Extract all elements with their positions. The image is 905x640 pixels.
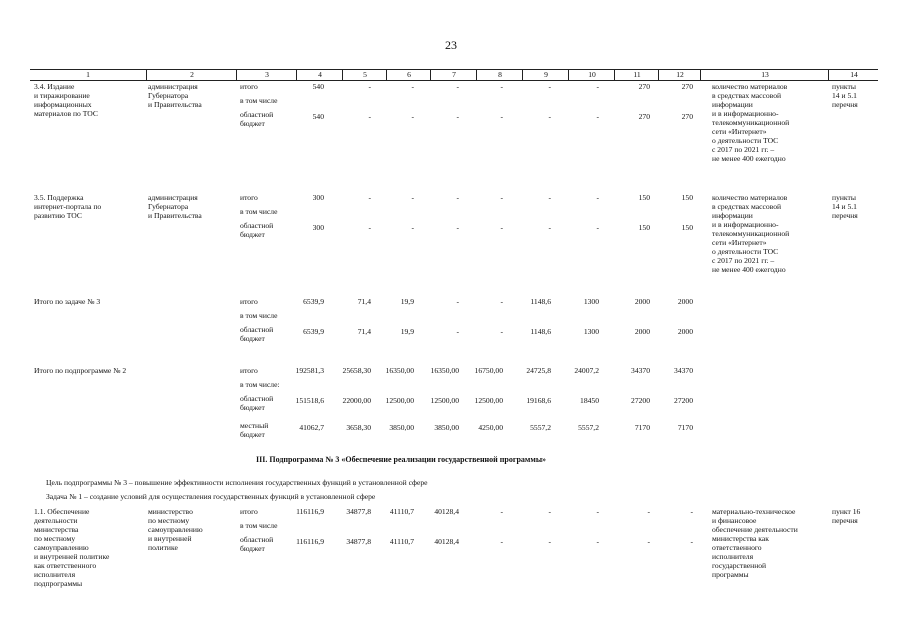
task3-total-itogo-c10: 1300 (583, 297, 599, 306)
sub2-itogo-c11: 34370 (631, 366, 650, 375)
task3-total-itogo-c11: 2000 (634, 297, 650, 306)
row-3-5-label-oblast: областной бюджет (240, 221, 274, 239)
sub2-mestn-c9: 5557,2 (530, 423, 551, 432)
row-3-4-oblast-c9: - (548, 112, 551, 121)
row-1-1-oblast-c5: 34877,8 (346, 537, 371, 546)
sub2-mestn-c7: 3850,00 (434, 423, 459, 432)
task3-total-oblast-c5: 71,4 (357, 327, 371, 336)
subprogram-goal: Цель подпрограммы № 3 – повышение эффективности исполнения государственных функций в установленной сфере (46, 478, 428, 487)
row-3-4-itogo-c10: - (596, 82, 599, 91)
row-3-4-itogo-c5: - (368, 82, 371, 91)
task3-total-oblast-c4: 6539,9 (303, 327, 324, 336)
header-col-6: 6 (386, 70, 431, 80)
header-col-9: 9 (522, 70, 569, 80)
row-3-5-itogo-c8: - (500, 193, 503, 202)
sub2-mestn-c6: 3850,00 (389, 423, 414, 432)
header-col-4: 4 (296, 70, 343, 80)
header-col-14: 14 (828, 70, 879, 80)
row-3-4-oblast-c4: 540 (312, 112, 324, 121)
task3-total-oblast-c7: - (456, 327, 459, 336)
row-3-5-oblast-c12: 150 (681, 223, 693, 232)
task3-total-label-oblast: областной бюджет (240, 325, 274, 343)
task3-total-oblast-c11: 2000 (634, 327, 650, 336)
row-1-1-label-vtom: в том числе (240, 521, 278, 530)
row-3-4-indicator: количество материалов в средствах массовой информации и в информационно- телекоммуникационной сети «Интернет» о деятельности ТОС с 2017 по 2021 гг. – не менее 400 ежегодно (712, 82, 790, 163)
row-1-1-oblast-c9: - (548, 537, 551, 546)
row-3-5-itogo-c11: 150 (638, 193, 650, 202)
sub2-label-mestn: местный бюджет (240, 421, 269, 439)
task3-total-itogo-c8: - (500, 297, 503, 306)
row-3-4-oblast-c7: - (456, 112, 459, 121)
row-1-1-executor: министерство по местному самоуправлению и внутренней политике (148, 507, 203, 552)
row-3-5-indicator: количество материалов в средствах массовой информации и в информационно- телекоммуникационной сети «Интернет» о деятельности ТОС с 2017 по 2021 гг. – не менее 400 ежегодно (712, 193, 790, 274)
header-col-2: 2 (146, 70, 237, 80)
header-col-1: 1 (86, 70, 90, 79)
row-3-5-oblast-c9: - (548, 223, 551, 232)
sub2-oblast-c10: 18450 (580, 396, 599, 405)
row-1-1-oblast-c11: - (647, 537, 650, 546)
row-1-1-itogo-c4: 116116,9 (296, 507, 324, 516)
sub2-label-oblast: областной бюджет (240, 394, 274, 412)
sub2-label-vtom: в том числе: (240, 380, 280, 389)
row-3-5-itogo-c12: 150 (681, 193, 693, 202)
task3-total-itogo-c4: 6539,9 (303, 297, 324, 306)
row-1-1-oblast-c10: - (596, 537, 599, 546)
sub2-oblast-c4: 151518,6 (295, 396, 324, 405)
row-3-4-itogo-c8: - (500, 82, 503, 91)
header-col-7: 7 (430, 70, 477, 80)
task3-total-oblast-c6: 19,9 (400, 327, 414, 336)
header-col-8: 8 (476, 70, 523, 80)
row-3-4-reference: пункты 14 и 5.1 перечня (832, 82, 858, 109)
task3-total-oblast-c8: - (500, 327, 503, 336)
header-col-10: 10 (568, 70, 615, 80)
header-col-5: 5 (342, 70, 387, 80)
row-1-1-reference: пункт 16 перечня (832, 507, 861, 525)
sub2-mestn-c8: 4250,00 (478, 423, 503, 432)
row-3-4-itogo-c6: - (411, 82, 414, 91)
row-3-5-oblast-c11: 150 (638, 223, 650, 232)
row-3-4-itogo-c4: 540 (312, 82, 324, 91)
sub2-oblast-c6: 12500,00 (385, 396, 414, 405)
sub2-mestn-c4: 41062,7 (299, 423, 324, 432)
task3-total-itogo-c5: 71,4 (357, 297, 371, 306)
row-3-5-title: 3.5. Поддержка интернет-портала по развитию ТОС (34, 193, 102, 220)
section-title: III. Подпрограмма № 3 «Обеспечение реализации государственной программы» (256, 455, 547, 464)
row-1-1-oblast-c8: - (500, 537, 503, 546)
row-3-5-itogo-c10: - (596, 193, 599, 202)
row-3-5-oblast-c10: - (596, 223, 599, 232)
row-3-4-oblast-c10: - (596, 112, 599, 121)
task3-total-oblast-c10: 1300 (583, 327, 599, 336)
sub2-itogo-c8: 16750,00 (474, 366, 503, 375)
sub2-itogo-c6: 16350,00 (385, 366, 414, 375)
task3-total-itogo-c7: - (456, 297, 459, 306)
row-3-4-executor: администрация Губернатора и Правительства (148, 82, 202, 109)
row-3-5-oblast-c7: - (456, 223, 459, 232)
sub2-itogo-c4: 192581,3 (295, 366, 324, 375)
row-3-4-label-oblast: областной бюджет (240, 110, 274, 128)
row-3-5-itogo-c7: - (456, 193, 459, 202)
row-1-1-oblast-c4: 116116,9 (296, 537, 324, 546)
row-1-1-itogo-c10: - (596, 507, 599, 516)
row-1-1-oblast-c6: 41110,7 (389, 537, 414, 546)
row-3-5-label-itogo: итого (240, 193, 258, 202)
sub2-oblast-c5: 22000,00 (342, 396, 371, 405)
sub2-itogo-c5: 25658,30 (342, 366, 371, 375)
row-3-4-oblast-c8: - (500, 112, 503, 121)
row-3-5-label-vtom: в том числе (240, 207, 278, 216)
sub2-label-itogo: итого (240, 366, 258, 375)
sub2-mestn-c10: 5557,2 (578, 423, 599, 432)
task3-total-itogo-c6: 19,9 (400, 297, 414, 306)
sub2-itogo-c7: 16350,00 (430, 366, 459, 375)
sub2-mestn-c5: 3658,30 (346, 423, 371, 432)
task3-total-itogo-c12: 2000 (677, 297, 693, 306)
row-3-5-reference: пункты 14 и 5.1 перечня (832, 193, 858, 220)
row-3-5-oblast-c5: - (368, 223, 371, 232)
row-1-1-itogo-c9: - (548, 507, 551, 516)
sub2-mestn-c12: 7170 (677, 423, 693, 432)
subprogram-task: Задача № 1 – создание условий для осуществления государственных функций в установленной сфере (46, 492, 376, 501)
task3-total-oblast-c9: 1148,6 (530, 327, 551, 336)
row-1-1-indicator: материально-техническое и финансовое обеспечение деятельности министерства как ответственного исполнителя государственной программы (712, 507, 798, 579)
task3-total-itogo-c9: 1148,6 (530, 297, 551, 306)
sub2-total-title: Итого по подпрограмме № 2 (34, 366, 127, 375)
sub2-oblast-c9: 19168,6 (526, 396, 551, 405)
row-3-5-itogo-c5: - (368, 193, 371, 202)
sub2-oblast-c7: 12500,00 (430, 396, 459, 405)
row-3-4-oblast-c11: 270 (638, 112, 650, 121)
header-col-13: 13 (700, 70, 829, 80)
sub2-itogo-c9: 24725,8 (526, 366, 551, 375)
header-col-3: 3 (236, 70, 297, 80)
row-3-5-itogo-c6: - (411, 193, 414, 202)
sub2-itogo-c10: 24007,2 (574, 366, 599, 375)
sub2-oblast-c8: 12500,00 (474, 396, 503, 405)
row-3-4-label-vtom: в том числе (240, 96, 278, 105)
row-1-1-itogo-c12: - (690, 507, 693, 516)
row-1-1-itogo-c11: - (647, 507, 650, 516)
row-3-4-title: 3.4. Издание и тиражирование информационных материалов по ТОС (34, 82, 98, 118)
table-header (30, 69, 878, 81)
row-3-4-oblast-c12: 270 (681, 112, 693, 121)
row-3-5-oblast-c4: 300 (312, 223, 324, 232)
row-3-5-oblast-c6: - (411, 223, 414, 232)
task3-total-label-vtom: в том числе (240, 311, 278, 320)
row-3-5-oblast-c8: - (500, 223, 503, 232)
row-1-1-label-itogo: итого (240, 507, 258, 516)
row-3-4-itogo-c11: 270 (638, 82, 650, 91)
row-1-1-itogo-c5: 34877,8 (346, 507, 371, 516)
row-1-1-oblast-c7: 40128,4 (434, 537, 459, 546)
sub2-mestn-c11: 7170 (634, 423, 650, 432)
row-3-5-itogo-c4: 300 (312, 193, 324, 202)
row-1-1-itogo-c8: - (500, 507, 503, 516)
row-3-4-label-itogo: итого (240, 82, 258, 91)
row-1-1-itogo-c6: 41110,7 (389, 507, 414, 516)
row-1-1-title: 1.1. Обеспечение деятельности министерства по местному самоуправлению и внутренней политике как ответственного исполнителя подпрограммы (34, 507, 110, 588)
row-3-4-itogo-c9: - (548, 82, 551, 91)
header-col-11: 11 (614, 70, 659, 80)
sub2-oblast-c12: 27200 (674, 396, 693, 405)
header-col-12: 12 (658, 70, 701, 80)
row-3-4-oblast-c5: - (368, 112, 371, 121)
row-1-1-oblast-c12: - (690, 537, 693, 546)
task3-total-title: Итого по задаче № 3 (34, 297, 101, 306)
row-1-1-itogo-c7: 40128,4 (434, 507, 459, 516)
row-3-4-itogo-c7: - (456, 82, 459, 91)
task3-total-oblast-c12: 2000 (677, 327, 693, 336)
row-3-5-itogo-c9: - (548, 193, 551, 202)
sub2-oblast-c11: 27200 (631, 396, 650, 405)
page-number: 23 (445, 38, 457, 52)
task3-total-label-itogo: итого (240, 297, 258, 306)
row-3-4-oblast-c6: - (411, 112, 414, 121)
sub2-itogo-c12: 34370 (674, 366, 693, 375)
row-3-5-executor: администрация Губернатора и Правительства (148, 193, 202, 220)
row-3-4-itogo-c12: 270 (681, 82, 693, 91)
row-1-1-label-oblast: областной бюджет (240, 535, 274, 553)
